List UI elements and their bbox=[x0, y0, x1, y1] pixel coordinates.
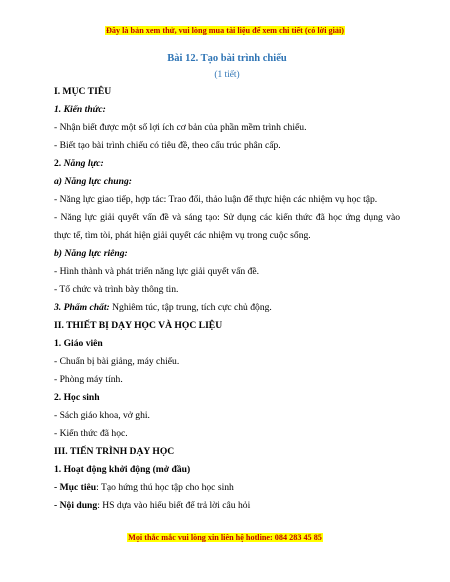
list-item: - Năng lực giao tiếp, hợp tác: Trao đổi, thảo luận để thực hiện các nhiệm vụ học tập. bbox=[54, 194, 378, 205]
subsection-heading: 1. Kiến thức: bbox=[54, 104, 106, 115]
lesson-title: Bài 12. Tạo bài trình chiếu bbox=[167, 53, 287, 64]
section-heading: II. THIẾT BỊ DẠY HỌC VÀ HỌC LIỆU bbox=[54, 320, 223, 331]
hotline-banner bbox=[0, 533, 450, 542]
subsection-heading: a) Năng lực chung: bbox=[54, 176, 132, 187]
list-item: - Tổ chức và trình bày thông tin. bbox=[54, 284, 179, 295]
section-heading: I. MỤC TIÊU bbox=[54, 86, 112, 97]
preview-notice-banner bbox=[0, 26, 450, 35]
list-item: - Hình thành và phát triển năng lực giải quyết vấn đề. bbox=[54, 266, 260, 277]
section-heading: III. TIẾN TRÌNH DẠY HỌC bbox=[54, 446, 175, 457]
subsection-heading: b) Năng lực riêng: bbox=[54, 248, 128, 259]
list-item: - Biết tạo bài trình chiếu có tiêu đề, theo cấu trúc phân cấp. bbox=[54, 140, 281, 151]
subsection-heading: 1. Giáo viên bbox=[54, 338, 103, 349]
list-item: - Năng lực giải quyết vấn đề và sáng tạo: Sử dụng các kiến thức đã học ứng dụng vào thực tế, tìm tòi, phát hiện giải quyết các nhiệm vụ trong cuộc sống. bbox=[54, 212, 400, 241]
qualities-line: 3. Phẩm chất: Nghiêm túc, tập trung, tích cực chủ động. bbox=[54, 302, 272, 313]
hotline-text: Mọi thắc mắc vui lòng xin liên hệ hotline: 084 283 45 85 bbox=[128, 533, 322, 542]
list-item: - Sách giáo khoa, vở ghi. bbox=[54, 410, 150, 421]
lesson-duration: (1 tiết) bbox=[214, 70, 240, 80]
subsection-heading: 2. Năng lực: bbox=[54, 158, 104, 169]
preview-notice-text: Đây là bản xem thử, vui lòng mua tài liệu để xem chi tiết (có lời giải) bbox=[105, 26, 344, 35]
document-body bbox=[54, 50, 400, 515]
list-item: - Nhận biết được một số lợi ích cơ bản của phần mềm trình chiếu. bbox=[54, 122, 307, 133]
subsection-heading: 1. Hoạt động khởi động (mở đầu) bbox=[54, 464, 191, 475]
subsection-heading: 2. Học sinh bbox=[54, 392, 100, 403]
goal-line: - Mục tiêu: Tạo hứng thú học tập cho học sinh bbox=[54, 482, 234, 493]
list-item: - Kiến thức đã học. bbox=[54, 428, 128, 439]
list-item: - Phòng máy tính. bbox=[54, 374, 123, 385]
list-item: - Chuẩn bị bài giảng, máy chiếu. bbox=[54, 356, 180, 367]
content-line: - Nội dung: HS dựa vào hiểu biết để trả lời câu hỏi bbox=[54, 500, 251, 511]
